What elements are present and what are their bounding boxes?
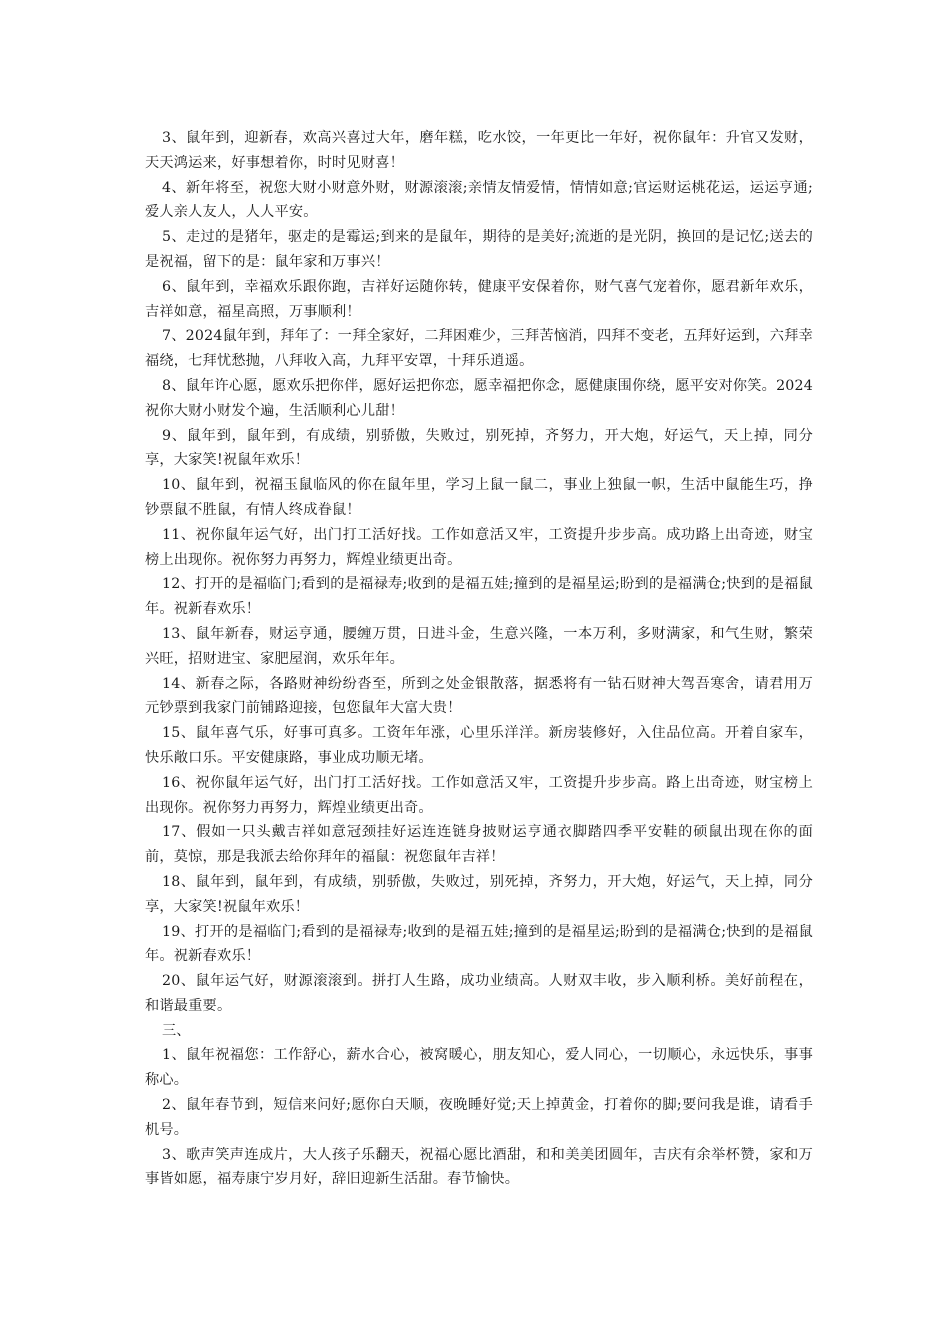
- paragraph-8: 8、鼠年许心愿，愿欢乐把你伴，愿好运把你恋，愿幸福把你念，愿健康围你绕，愿平安对你笑。2024祝你大财小财发个遍，生活顺利心儿甜！: [145, 377, 813, 419]
- paragraph-18: 18、鼠年到，鼠年到，有成绩，别骄傲，失败过，别死掉，齐努力，开大炮，好运气，天上掉，同分享，大家笑!祝鼠年欢乐！: [145, 873, 813, 915]
- paragraph-7: 7、2024鼠年到，拜年了：一拜全家好，二拜困难少，三拜苦恼消，四拜不变老，五拜好运到，六拜幸福绕，七拜忧愁抛，八拜收入高，九拜平安罩，十拜乐逍遥。: [145, 328, 813, 370]
- paragraph-13: 13、鼠年新春，财运亨通，腰缠万贯，日进斗金，生意兴隆，一本万利，多财满家，和气生财，繁荣兴旺，招财进宝、家肥屋润，欢乐年年。: [145, 625, 813, 667]
- section3-paragraph-2: 2、鼠年春节到，短信来问好;愿你白天顺，夜晚睡好觉;天上掉黄金，打着你的脚;要问我是谁，请看手机号。: [145, 1097, 813, 1138]
- paragraph-9: 9、鼠年到，鼠年到，有成绩，别骄傲，失败过，别死掉，齐努力，开大炮，好运气，天上掉，同分享，大家笑!祝鼠年欢乐！: [145, 427, 813, 469]
- section-heading: 三、: [162, 1022, 191, 1039]
- paragraph-20: 20、鼠年运气好，财源滚滚到。拼打人生路，成功业绩高。人财双丰收，步入顺利桥。美好前程在，和谐最重要。: [145, 973, 813, 1014]
- paragraph-19: 19、打开的是福临门;看到的是福禄寿;收到的是福五娃;撞到的是福星运;盼到的是福满仓;快到的是福鼠年。祝新春欢乐！: [145, 923, 813, 965]
- paragraph-15: 15、鼠年喜气乐，好事可真多。工资年年涨，心里乐洋洋。新房装修好，入住品位高。开着自家车，快乐敞口乐。平安健康路，事业成功顺无堵。: [145, 725, 813, 766]
- paragraph-11: 11、祝你鼠年运气好，出门打工活好找。工作如意活又牢，工资提升步步高。成功路上出奇迹，财宝榜上出现你。祝你努力再努力，辉煌业绩更出奇。: [145, 526, 813, 568]
- section3-paragraph-3: 3、歌声笑声连成片，大人孩子乐翻天，祝福心愿比酒甜，和和美美团圆年，吉庆有余举杯赞，家和万事皆如愿，福寿康宁岁月好，辞旧迎新生活甜。春节愉快。: [145, 1146, 813, 1188]
- paragraph-17: 17、假如一只头戴吉祥如意冠颈挂好运连连链身披财运亨通衣脚踏四季平安鞋的硕鼠出现在你的面前，莫惊，那是我派去给你拜年的福鼠：祝您鼠年吉祥！: [145, 824, 813, 866]
- section3-paragraph-1: 1、鼠年祝福您：工作舒心，薪水合心，被窝暖心，朋友知心，爱人同心，一切顺心，永远快乐，事事称心。: [145, 1047, 813, 1089]
- document-page: [145, 126, 813, 1192]
- paragraph-6: 6、鼠年到，幸福欢乐跟你跑，吉祥好运随你转，健康平安保着你，财气喜气宠着你，愿君新年欢乐，吉祥如意，福星高照，万事顺利！: [145, 278, 813, 320]
- paragraph-3: 3、鼠年到，迎新春，欢高兴喜过大年，磨年糕，吃水饺，一年更比一年好，祝你鼠年：升官又发财，天天鸿运来，好事想着你，时时见财喜！: [145, 130, 813, 171]
- paragraph-5: 5、走过的是猪年，驱走的是霉运;到来的是鼠年，期待的是美好;流逝的是光阴，换回的是记忆;送去的是祝福，留下的是：鼠年家和万事兴！: [145, 229, 813, 270]
- paragraph-12: 12、打开的是福临门;看到的是福禄寿;收到的是福五娃;撞到的是福星运;盼到的是福满仓;快到的是福鼠年。祝新春欢乐！: [145, 576, 813, 618]
- paragraph-16: 16、祝你鼠年运气好，出门打工活好找。工作如意活又牢，工资提升步步高。路上出奇迹，财宝榜上出现你。祝你努力再努力，辉煌业绩更出奇。: [145, 774, 813, 816]
- paragraph-10: 10、鼠年到，祝福玉鼠临风的你在鼠年里，学习上鼠一鼠二，事业上独鼠一帜，生活中鼠能生巧，挣钞票鼠不胜鼠，有情人终成眷鼠！: [145, 477, 813, 518]
- paragraph-4: 4、新年将至，祝您大财小财意外财，财源滚滚;亲情友情爱情，情情如意;官运财运桃花运，运运亨通;爱人亲人友人，人人平安。: [145, 179, 813, 221]
- paragraph-14: 14、新春之际，各路财神纷纷沓至，所到之处金银散落，据悉将有一钻石财神大驾吾寒舍，请君用万元钞票到我家门前铺路迎接，包您鼠年大富大贵！: [145, 675, 813, 717]
